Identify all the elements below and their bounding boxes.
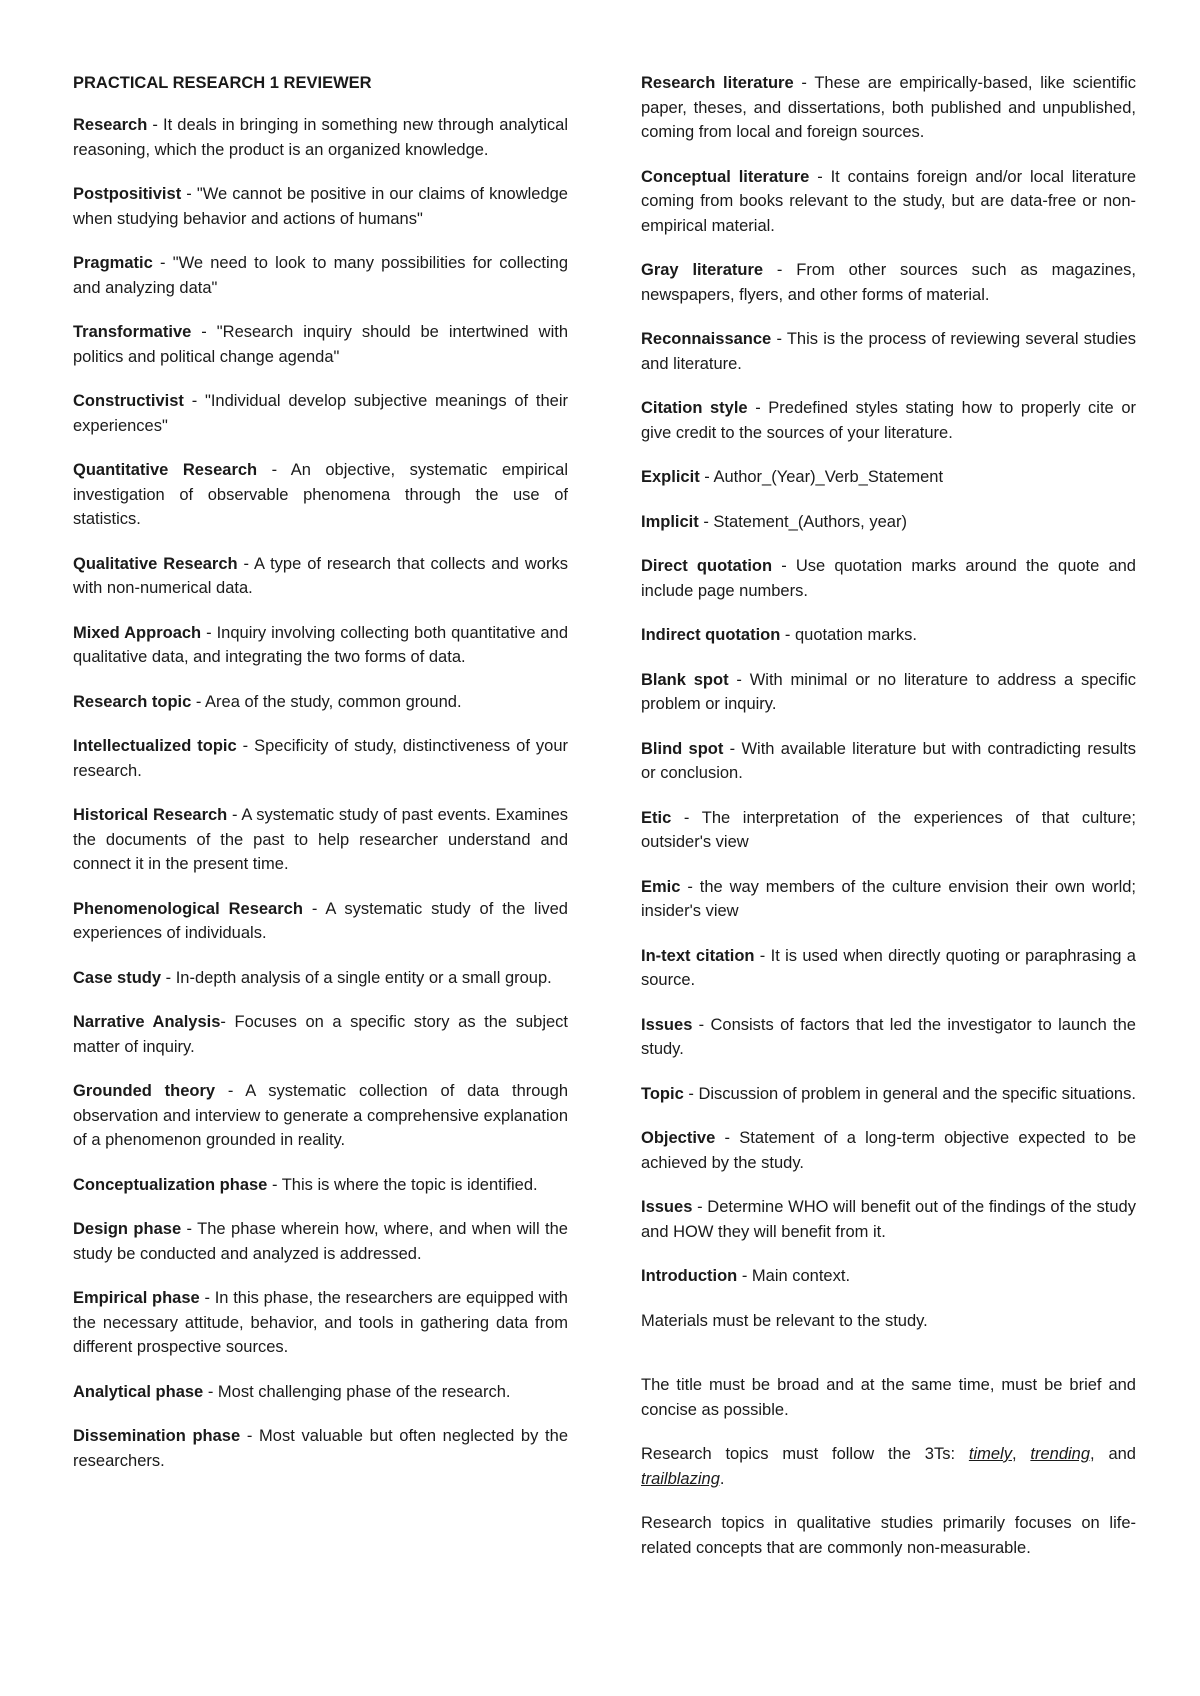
definition-term: Mixed Approach [73, 623, 202, 642]
definition-term: Conceptualization phase [73, 1175, 268, 1194]
definition-term: In-text citation [641, 946, 755, 965]
right-column [641, 71, 1136, 1580]
definition-text: - Determine WHO will benefit out of the findings of the study and HOW they will benefit from it. [641, 1198, 1136, 1241]
definition-entry [641, 1126, 1136, 1175]
definition-text: - Focuses on a specific story as the subject matter of inquiry. [73, 1013, 568, 1056]
definition-text: - Specificity of study, distinctiveness of your research. [73, 737, 568, 780]
definition-entry [73, 1286, 568, 1360]
definition-text: - It contains foreign and/or local literature coming from books relevant to the study, but are data-free or non-empirical material. [641, 167, 1136, 235]
definition-text: - Consists of factors that led the investigator to launch the study. [641, 1015, 1136, 1058]
definition-term: Constructivist [73, 392, 184, 410]
definition-term: Empirical phase [73, 1289, 200, 1307]
definition-text: - In-depth analysis of a single entity or a small group. [161, 968, 552, 987]
definition-entry [73, 458, 568, 532]
definition-entry [641, 327, 1136, 376]
definition-term: Historical Research [73, 806, 228, 824]
definition-entry [641, 1013, 1136, 1062]
definition-entry [641, 1195, 1136, 1244]
definition-entry [73, 251, 568, 300]
definition-term: Design phase [73, 1220, 182, 1238]
definition-entry [641, 944, 1136, 993]
definition-term: Case study [73, 968, 162, 987]
definition-entry [73, 1424, 568, 1473]
definition-entry [73, 182, 568, 231]
definition-entry [73, 803, 568, 877]
three-ts-separator: , and [1090, 1445, 1136, 1463]
definition-entry [641, 465, 1136, 490]
definition-entry [73, 1010, 568, 1059]
definition-entry [73, 734, 568, 783]
definition-text: - Discussion of problem in general and the specific situations. [683, 1084, 1136, 1103]
definition-term: Issues [641, 1198, 693, 1216]
definition-entry [641, 1264, 1136, 1289]
spacer [641, 1353, 1136, 1373]
definition-text: - Most valuable but often neglected by the researchers. [73, 1427, 568, 1470]
definition-text: - This is where the topic is identified. [267, 1175, 538, 1194]
definition-text: - Statement of a long-term objective expected to be achieved by the study. [641, 1129, 1136, 1172]
right-definition-list [641, 71, 1136, 1289]
definition-entry [641, 258, 1136, 307]
definition-entry [73, 113, 568, 162]
definition-text: - "We need to look to many possibilities for collecting and analyzing data" [73, 254, 568, 297]
definition-text: - quotation marks. [780, 626, 917, 644]
definition-term: Analytical phase [73, 1382, 204, 1401]
definition-term: Phenomenological Research [73, 899, 303, 918]
definition-text: - This is the process of reviewing several studies and literature. [641, 330, 1136, 373]
definition-entry [641, 668, 1136, 717]
definition-text: - A type of research that collects and works with non-numerical data. [73, 554, 568, 597]
definition-text: - A systematic study of the lived experiences of individuals. [73, 899, 568, 942]
definition-text: - Inquiry involving collecting both quantitative and qualitative data, and integrating the two forms of data. [73, 623, 568, 666]
left-column [73, 71, 568, 1493]
definition-text: - These are empirically-based, like scientific paper, theses, and dissertations, both published and unpublished, coming from local and foreign sources. [641, 74, 1136, 141]
definition-text: - The phase wherein how, where, and when will the study be conducted and analyzed is addressed. [73, 1220, 568, 1263]
definition-text: - An objective, systematic empirical investigation of observable phenomena through the use of statistics. [73, 461, 569, 528]
definition-term: Citation style [641, 399, 748, 417]
definition-term: Research literature [641, 74, 794, 92]
definition-term: Intellectualized topic [73, 737, 237, 755]
definition-text: - Statement_(Authors, year) [698, 512, 907, 531]
definition-text: - A systematic study of past events. Examines the documents of the past to help researcher understand and connect it in the present time. [73, 806, 568, 873]
three-ts-separator: , [1011, 1445, 1031, 1463]
definition-text: - Main context. [737, 1267, 851, 1285]
definition-entry [73, 1079, 568, 1153]
definition-text: - In this phase, the researchers are equipped with the necessary attitude, behavior, and tools in gathering data from different prospective sources. [73, 1289, 568, 1356]
document-title: PRACTICAL RESEARCH 1 REVIEWER [73, 74, 372, 92]
three-ts-end: . [719, 1469, 725, 1488]
three-ts-trending: trending [1030, 1445, 1091, 1463]
definition-term: Pragmatic [73, 254, 153, 272]
definition-entry [641, 510, 1136, 535]
three-ts-trailblazing: trailblazing [641, 1469, 720, 1488]
definition-term: Postpositivist [73, 185, 182, 203]
definition-term: Introduction [641, 1267, 738, 1285]
definition-term: Indirect quotation [641, 626, 781, 644]
definition-term: Reconnaissance [641, 330, 772, 348]
definition-text: - The interpretation of the experiences of that culture; outsider's view [641, 808, 1136, 851]
definition-term: Quantitative Research [73, 461, 258, 479]
definition-text: - Use quotation marks around the quote and include page numbers. [641, 557, 1136, 600]
definition-entry [641, 806, 1136, 855]
definition-term: Qualitative Research [73, 554, 238, 573]
qualitative-note: Research topics in qualitative studies primarily focuses on life-related concepts that are commonly non-measurable. [641, 1514, 1136, 1557]
definition-term: Research topic [73, 692, 192, 711]
definition-entry [73, 389, 568, 438]
definition-term: Blind spot [641, 739, 724, 758]
definition-entry [73, 1380, 568, 1405]
definition-entry [73, 320, 568, 369]
definition-text: - A systematic collection of data through observation and interview to generate a comprehensive explanation of a phenomenon grounded in reality. [73, 1082, 569, 1149]
definition-entry [73, 621, 568, 670]
definition-text: - Author_(Year)_Verb_Statement [699, 468, 944, 486]
definition-entry [641, 623, 1136, 648]
materials-note: Materials must be relevant to the study. [641, 1311, 928, 1330]
definition-text: - It is used when directly quoting or paraphrasing a source. [641, 946, 1136, 989]
definition-entry [73, 966, 568, 991]
definition-term: Issues [641, 1015, 693, 1034]
left-definition-list [73, 113, 568, 1473]
definition-text: - It deals in bringing in something new through analytical reasoning, which the product is an organized knowledge. [73, 116, 568, 159]
definition-entry [641, 396, 1136, 445]
definition-term: Conceptual literature [641, 167, 810, 186]
definition-entry [73, 1217, 568, 1266]
definition-term: Objective [641, 1129, 716, 1147]
definition-entry [73, 897, 568, 946]
definition-term: Topic [641, 1084, 684, 1103]
definition-text: - With minimal or no literature to address a specific problem or inquiry. [641, 670, 1136, 713]
definition-term: Gray literature [641, 261, 764, 279]
definition-term: Etic [641, 808, 672, 827]
definition-term: Implicit [641, 512, 699, 531]
definition-term: Transformative [73, 323, 192, 341]
definition-term: Explicit [641, 468, 700, 486]
definition-term: Direct quotation [641, 557, 773, 575]
definition-entry [641, 737, 1136, 786]
definition-text: - With available literature but with contradicting results or conclusion. [641, 739, 1136, 782]
definition-text: - "Research inquiry should be intertwined with politics and political change agenda" [73, 323, 568, 366]
three-ts-note [641, 1442, 1136, 1491]
definition-term: Dissemination phase [73, 1427, 241, 1445]
definition-entry [73, 690, 568, 715]
definition-text: - the way members of the culture envision their own world; insider's view [641, 877, 1136, 920]
definition-term: Emic [641, 877, 681, 896]
definition-entry [73, 1173, 568, 1198]
definition-entry [641, 554, 1136, 603]
definition-text: - Most challenging phase of the research. [203, 1382, 511, 1401]
definition-entry [641, 1082, 1136, 1107]
definition-entry [73, 552, 568, 601]
title-note: The title must be broad and at the same time, must be brief and concise as possible. [641, 1376, 1136, 1419]
definition-text: - Predefined styles stating how to properly cite or give credit to the sources of your literature. [641, 399, 1136, 442]
definition-text: - "Individual develop subjective meanings of their experiences" [73, 392, 568, 435]
definition-term: Narrative Analysis [73, 1013, 221, 1031]
definition-text: - From other sources such as magazines, newspapers, flyers, and other forms of material. [641, 261, 1136, 304]
definition-term: Research [73, 116, 148, 134]
definition-term: Blank spot [641, 670, 729, 689]
definition-text: - "We cannot be positive in our claims of knowledge when studying behavior and actions of humans" [73, 185, 568, 228]
definition-entry [641, 875, 1136, 924]
definition-text: - Area of the study, common ground. [191, 692, 462, 711]
three-ts-prefix: Research topics must follow the 3Ts: [641, 1445, 969, 1463]
definition-term: Grounded theory [73, 1082, 216, 1100]
definition-entry [641, 165, 1136, 239]
definition-entry [641, 71, 1136, 145]
three-ts-timely: timely [968, 1445, 1012, 1463]
